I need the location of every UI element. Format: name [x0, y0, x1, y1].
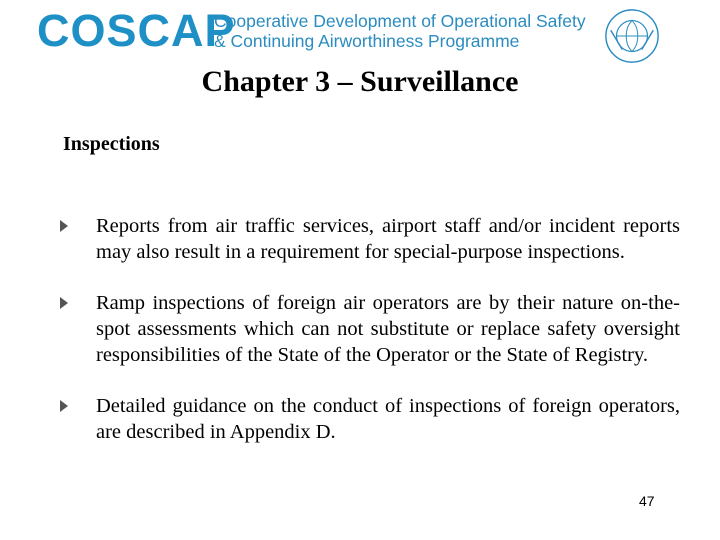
logo-tagline-line2: & Continuing Airworthiness Programme	[214, 31, 520, 51]
page-title: Chapter 3 – Surveillance	[201, 65, 519, 98]
icao-emblem-icon	[603, 7, 661, 65]
list-item	[60, 290, 680, 368]
list-item	[60, 213, 680, 265]
triangle-bullet-icon	[60, 297, 68, 309]
section-heading: Inspections	[63, 133, 160, 155]
logo-tagline-line1: Cooperative Development of Operational Safety	[214, 11, 586, 31]
triangle-bullet-icon	[60, 400, 68, 412]
bullet-list	[60, 213, 680, 470]
page-number: 47	[639, 493, 655, 509]
bullet-text: Ramp inspections of foreign air operators are by their nature on-the-spot assessments which can not substitute or replace safety oversight responsibilities of the State of the Operator or the State of Registry.	[96, 292, 680, 366]
triangle-bullet-icon	[60, 220, 68, 232]
list-item	[60, 393, 680, 445]
bullet-text: Detailed guidance on the conduct of inspections of foreign operators, are described in Appendix D.	[96, 395, 680, 443]
logo-wordmark: COSCAP	[37, 5, 236, 56]
bullet-text: Reports from air traffic services, airport staff and/or incident reports may also result in a requirement for special-purpose inspections.	[96, 215, 680, 263]
